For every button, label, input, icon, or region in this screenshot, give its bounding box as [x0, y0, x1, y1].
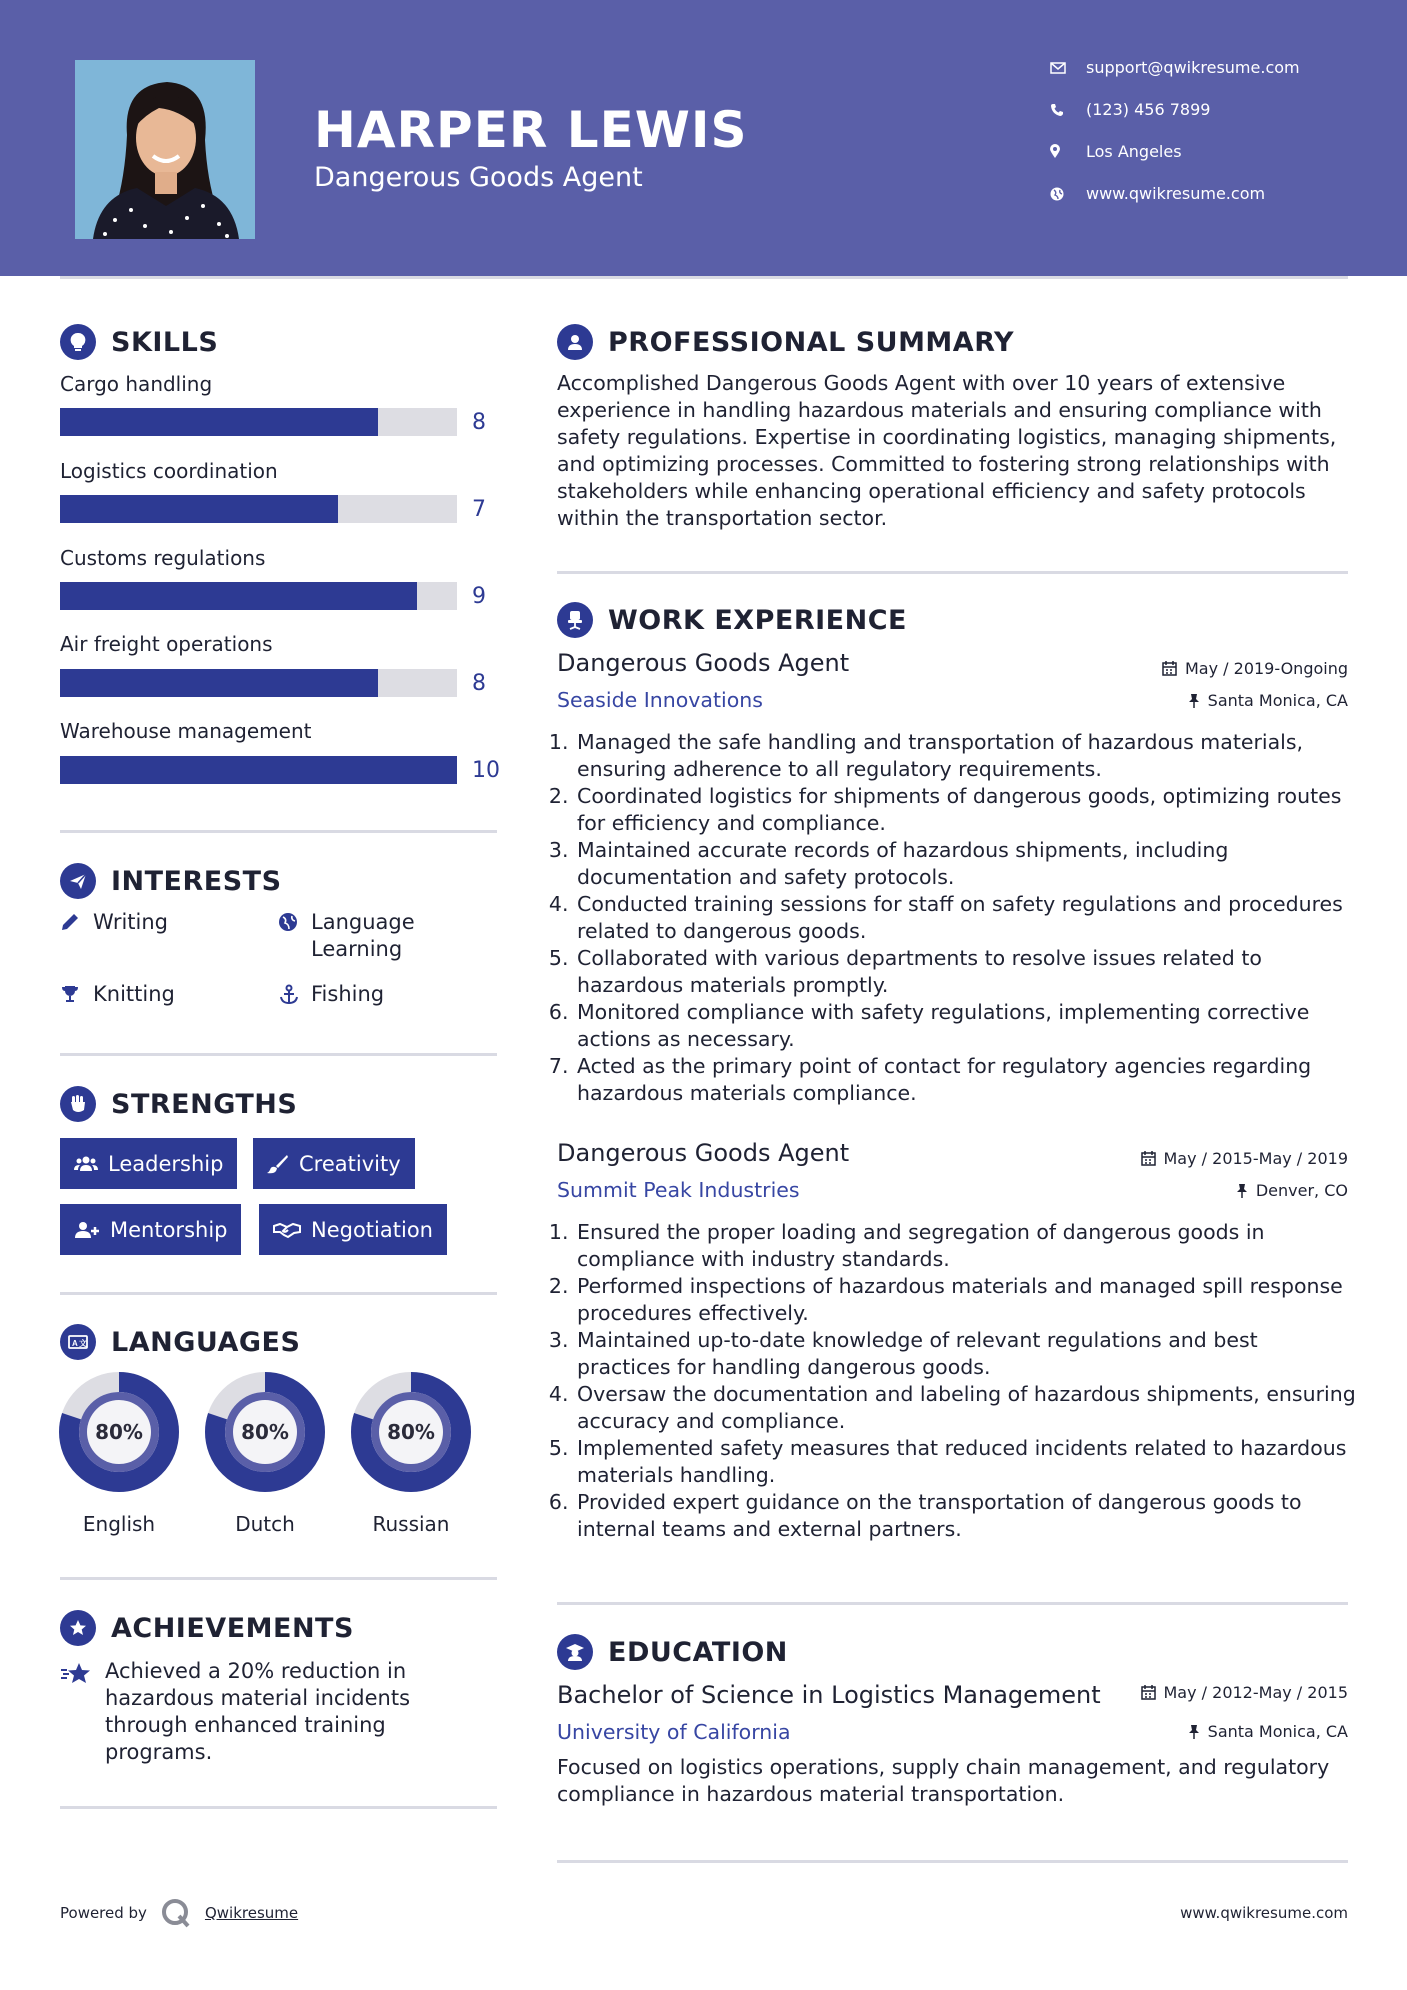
summary-heading: PROFESSIONAL SUMMARY	[557, 324, 1014, 360]
header-band	[0, 0, 1407, 276]
strength-tag: Negotiation	[259, 1204, 447, 1255]
powered-by-text: Powered by	[60, 1904, 147, 1922]
skill-bar	[60, 408, 457, 436]
star-icon	[60, 1658, 105, 1766]
education-location: Santa Monica, CA	[1188, 1722, 1348, 1741]
section-divider	[60, 1292, 497, 1295]
job-dates: May / 2019-Ongoing	[1162, 659, 1348, 678]
lightbulb-icon	[60, 324, 96, 360]
language-donut	[57, 1370, 181, 1494]
job-title: Dangerous Goods Agent	[557, 1139, 850, 1167]
skill-bar-fill	[60, 582, 417, 610]
contact-email-text: support@qwikresume.com	[1086, 58, 1300, 77]
duty-item: 6. Provided expert guidance on the transportation of dangerous goods to internal teams and external partners.	[575, 1489, 1357, 1543]
language-percent: 80%	[241, 1420, 289, 1444]
job-duties	[557, 729, 1357, 1107]
pencil-icon	[60, 909, 93, 932]
languages-heading: A 文 LANGUAGES	[60, 1324, 300, 1360]
profile-photo	[75, 60, 255, 239]
duty-item: 3. Maintained accurate records of hazardous shipments, including documentation and safety protocols.	[575, 837, 1357, 891]
interest-item: Language Learning	[278, 909, 441, 963]
footer-powered-by	[60, 1898, 298, 1928]
section-divider	[60, 830, 497, 833]
skill-level: 8	[472, 410, 486, 435]
skill-level: 9	[472, 584, 486, 609]
anchor-icon	[278, 981, 311, 1006]
school-name: University of California	[557, 1720, 791, 1744]
education-heading: EDUCATION	[557, 1634, 788, 1670]
interest-item: Fishing	[278, 981, 384, 1008]
strength-tag: Leadership	[60, 1138, 237, 1189]
duty-item: 2. Coordinated logistics for shipments of dangerous goods, optimizing routes for efficiency and compliance.	[575, 783, 1357, 837]
job-company: Summit Peak Industries	[557, 1178, 800, 1202]
brand-link[interactable]: Qwikresume	[204, 1904, 299, 1922]
section-divider	[557, 1860, 1348, 1863]
skill-name: Cargo handling	[60, 372, 213, 396]
svg-text:A: A	[72, 1339, 79, 1348]
job-title: Dangerous Goods Agent	[557, 649, 850, 677]
skill-level: 10	[472, 758, 500, 783]
contact-phone-text: (123) 456 7899	[1086, 100, 1211, 119]
fist-icon	[60, 1086, 96, 1122]
skill-bar	[60, 669, 457, 697]
duty-item: 1. Ensured the proper loading and segregation of dangerous goods in compliance with industry standards.	[575, 1219, 1357, 1273]
globe-icon	[278, 909, 311, 932]
duty-item: 5. Collaborated with various departments to resolve issues related to hazardous materials promptly.	[575, 945, 1357, 999]
duty-item: 3. Maintained up-to-date knowledge of relevant regulations and best practices for handling dangerous goods.	[575, 1327, 1357, 1381]
duty-item: 4. Oversaw the documentation and labeling of hazardous shipments, ensuring accuracy and compliance.	[575, 1381, 1357, 1435]
skill-name: Warehouse management	[60, 719, 312, 743]
interests-heading: INTERESTS	[60, 863, 282, 899]
skill-level: 7	[472, 497, 486, 522]
candidate-role: Dangerous Goods Agent	[314, 162, 643, 193]
duty-item: 5. Implemented safety measures that reduced incidents related to hazardous materials handling.	[575, 1435, 1357, 1489]
section-divider	[557, 1602, 1348, 1605]
skill-name: Customs regulations	[60, 546, 266, 570]
language-percent: 80%	[387, 1420, 435, 1444]
contact-location	[1050, 142, 1182, 161]
interest-item: Writing	[60, 909, 168, 936]
section-divider	[60, 1577, 497, 1580]
achievement-item	[60, 1658, 445, 1766]
job-location: Denver, CO	[1236, 1181, 1348, 1200]
trophy-icon	[60, 981, 93, 1004]
globe-icon	[1050, 187, 1086, 201]
achievements-heading: ACHIEVEMENTS	[60, 1610, 354, 1646]
duty-item: 7. Acted as the primary point of contact for regulatory agencies regarding hazardous materials compliance.	[575, 1053, 1357, 1107]
skill-name: Logistics coordination	[60, 459, 278, 483]
contact-website-text: www.qwikresume.com	[1086, 184, 1266, 203]
strength-tag: Mentorship	[60, 1204, 241, 1255]
summary-text: Accomplished Dangerous Goods Agent with over 10 years of extensive experience in handling hazardous materials and ensuring compliance with safety regulations. Expertise in coordinating logistics, managing shipments, and optimizing processes. Committed to fostering strong relationships with stakeholders while enhancing operational efficiency and safety protocols within the transportation sector.	[557, 371, 1337, 530]
strength-tag: Creativity	[253, 1138, 415, 1189]
skill-name: Air freight operations	[60, 632, 273, 656]
skill-bar-fill	[60, 495, 338, 523]
contact-location-text: Los Angeles	[1086, 142, 1182, 161]
paper-plane-icon	[60, 863, 96, 899]
language-donut	[349, 1370, 473, 1494]
skill-level: 8	[472, 671, 486, 696]
job-duties	[557, 1219, 1357, 1543]
skill-bar-fill	[60, 756, 457, 784]
qwikresume-logo-icon	[161, 1898, 191, 1928]
interest-item: Knitting	[60, 981, 175, 1008]
achievement-text: Achieved a 20% reduction in hazardous material incidents through enhanced training programs.	[105, 1659, 411, 1764]
candidate-name: HARPER LEWIS	[314, 101, 748, 159]
education-description: Focused on logistics operations, supply chain management, and regulatory compliance in hazardous material transportation.	[557, 1755, 1330, 1806]
skill-bar	[60, 582, 457, 610]
paintbrush-icon	[267, 1154, 289, 1174]
contact-phone[interactable]	[1050, 100, 1210, 119]
handshake-icon	[273, 1221, 301, 1239]
calendar-icon	[1141, 1151, 1156, 1166]
language-name: Dutch	[235, 1512, 295, 1536]
pushpin-icon	[1236, 1183, 1248, 1198]
skills-heading: SKILLS	[60, 324, 218, 360]
skill-bar	[60, 495, 457, 523]
user-plus-icon	[74, 1221, 100, 1239]
job-company: Seaside Innovations	[557, 688, 763, 712]
strengths-heading: STRENGTHS	[60, 1086, 297, 1122]
envelope-icon	[1050, 62, 1086, 74]
language-item	[349, 1370, 473, 1536]
job-dates: May / 2015-May / 2019	[1141, 1149, 1349, 1168]
section-divider	[557, 571, 1348, 574]
header-divider	[60, 276, 1348, 279]
duty-item: 1. Managed the safe handling and transportation of hazardous materials, ensuring adherence to all regulatory requirements.	[575, 729, 1357, 783]
language-name: Russian	[372, 1512, 450, 1536]
degree-title: Bachelor of Science in Logistics Management	[557, 1681, 1101, 1709]
calendar-icon	[1162, 661, 1177, 676]
users-icon	[74, 1155, 98, 1173]
office-chair-icon	[557, 602, 593, 638]
map-pin-icon	[1050, 144, 1086, 159]
duty-item: 2. Performed inspections of hazardous materials and managed spill response procedures effectively.	[575, 1273, 1357, 1327]
education-dates: May / 2012-May / 2015	[1141, 1683, 1349, 1702]
section-divider	[60, 1053, 497, 1056]
language-donut	[203, 1370, 327, 1494]
section-divider	[60, 1806, 497, 1809]
footer-url[interactable]: www.qwikresume.com	[1180, 1904, 1348, 1922]
skill-bar-fill	[60, 408, 378, 436]
language-item	[57, 1370, 181, 1536]
language-item	[203, 1370, 327, 1536]
language-percent: 80%	[95, 1420, 143, 1444]
star-badge-icon	[60, 1610, 96, 1646]
pushpin-icon	[1188, 693, 1200, 708]
duty-item: 6. Monitored compliance with safety regulations, implementing corrective actions as necessary.	[575, 999, 1357, 1053]
contact-website[interactable]	[1050, 184, 1265, 203]
skill-bar	[60, 756, 457, 784]
experience-heading: WORK EXPERIENCE	[557, 602, 907, 638]
pushpin-icon	[1188, 1724, 1200, 1739]
skill-bar-fill	[60, 669, 378, 697]
user-circle-icon	[557, 324, 593, 360]
graduate-icon	[557, 1634, 593, 1670]
phone-icon	[1050, 103, 1086, 117]
duty-item: 4. Conducted training sessions for staff on safety regulations and procedures related to dangerous goods.	[575, 891, 1357, 945]
svg-text:文: 文	[79, 1339, 88, 1348]
language-icon	[60, 1324, 96, 1360]
job-location: Santa Monica, CA	[1188, 691, 1348, 710]
contact-email[interactable]	[1050, 58, 1300, 77]
calendar-icon	[1141, 1685, 1156, 1700]
language-name: English	[82, 1512, 156, 1536]
